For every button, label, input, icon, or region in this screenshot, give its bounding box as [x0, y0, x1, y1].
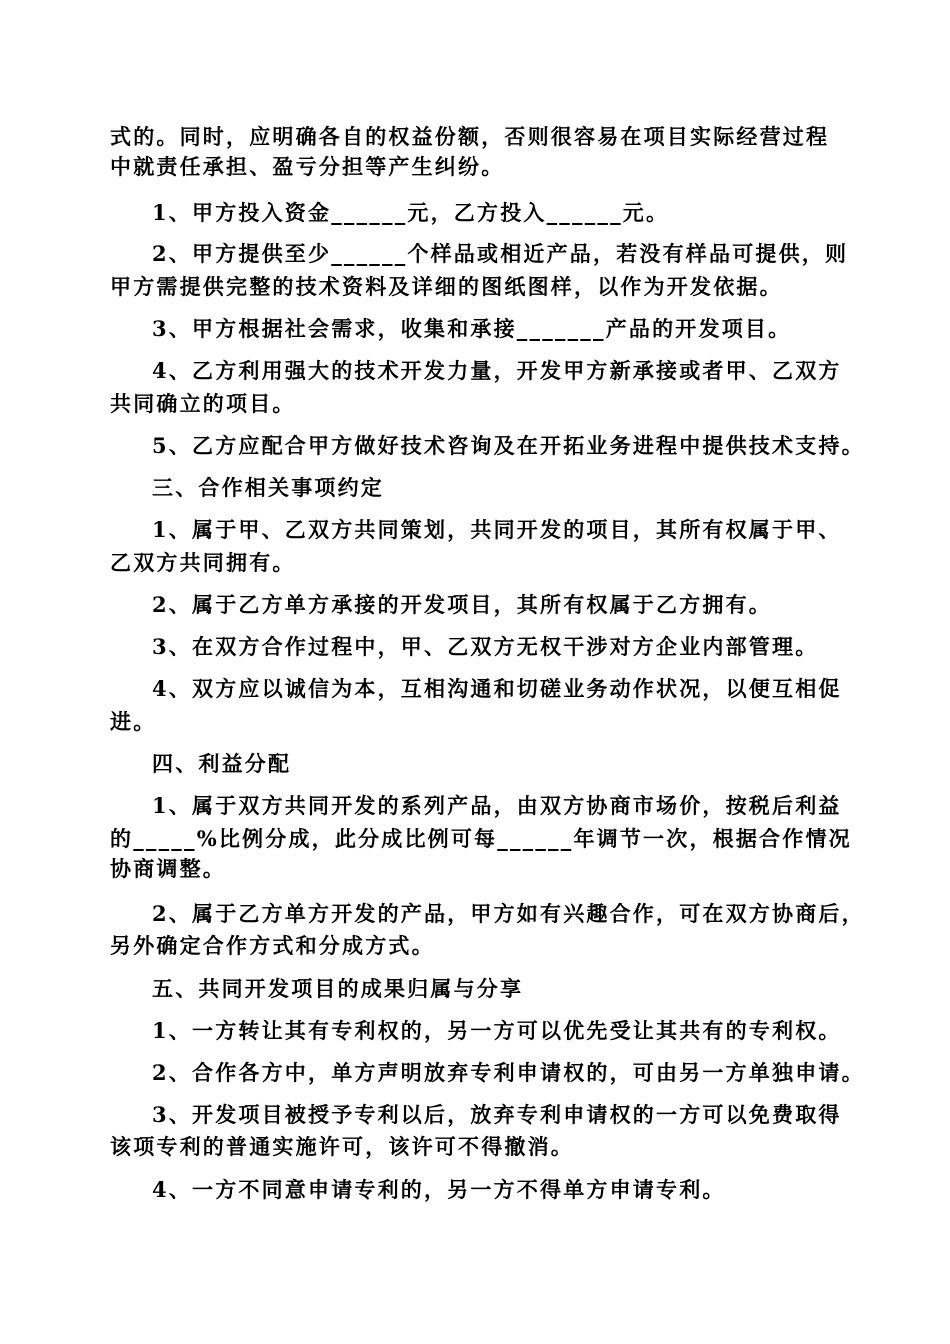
text-line: 式的。同时，应明确各自的权益份额，否则很容易在项目实际经营过程 — [110, 124, 830, 149]
text-line: 进。 — [110, 709, 157, 734]
text-line: 2、属于乙方单方承接的开发项目，其所有权属于乙方拥有。 — [152, 592, 773, 617]
text-line: 1、一方转让其有专利权的，另一方可以优先受让其共有的专利权。 — [152, 1018, 842, 1043]
text-line: 4、乙方利用强大的技术开发力量，开发甲方新承接或者甲、乙双方 — [152, 358, 842, 383]
text-line: 1、甲方投入资金______元，乙方投入______元。 — [152, 200, 670, 225]
text-line: 2、甲方提供至少______个样品或相近产品，若没有样品可提供，则 — [152, 241, 849, 266]
text-line: 1、属于双方共同开发的系列产品，由双方协商市场价，按税后利益 — [152, 793, 842, 818]
text-line: 共同确立的项目。 — [110, 391, 296, 416]
section-heading: 五、共同开发项目的成果归属与分享 — [152, 976, 524, 1001]
text-line: 甲方需提供完整的技术资料及详细的图纸图样，以作为开发依据。 — [110, 274, 783, 299]
text-line: 中就责任承担、盈亏分担等产生纠纷。 — [110, 154, 505, 179]
text-line: 的_____%比例分成，此分成比例可每______年调节一次，根据合作情况 — [110, 826, 852, 851]
text-line: 5、乙方应配合甲方做好技术咨询及在开拓业务进程中提供技术支持。 — [152, 433, 865, 458]
text-line: 协商调整。 — [110, 856, 226, 881]
section-heading: 三、合作相关事项约定 — [152, 475, 384, 500]
text-line: 3、在双方合作过程中，甲、乙双方无权干涉对方企业内部管理。 — [152, 634, 819, 659]
text-line: 4、双方应以诚信为本，互相沟通和切磋业务动作状况，以便互相促 — [152, 676, 842, 701]
text-line: 4、一方不同意申请专利的，另一方不得单方申请专利。 — [152, 1177, 726, 1202]
text-line: 2、合作各方中，单方声明放弃专利申请权的，可由另一方单独申请。 — [152, 1060, 865, 1085]
text-line: 乙双方共同拥有。 — [110, 550, 296, 575]
text-line: 3、开发项目被授予专利以后，放弃专利申请权的一方可以免费取得 — [152, 1102, 842, 1127]
text-line: 3、甲方根据社会需求，收集和承接_______产品的开发项目。 — [152, 316, 792, 341]
text-line: 1、属于甲、乙双方共同策划，共同开发的项目，其所有权属于甲、 — [152, 517, 842, 542]
text-line: 该项专利的普通实施许可，该许可不得撤消。 — [110, 1134, 574, 1159]
text-line: 另外确定合作方式和分成方式。 — [110, 933, 435, 958]
text-line: 2、属于乙方单方开发的产品，甲方如有兴趣合作，可在双方协商后， — [152, 901, 865, 926]
section-heading: 四、利益分配 — [152, 751, 292, 776]
